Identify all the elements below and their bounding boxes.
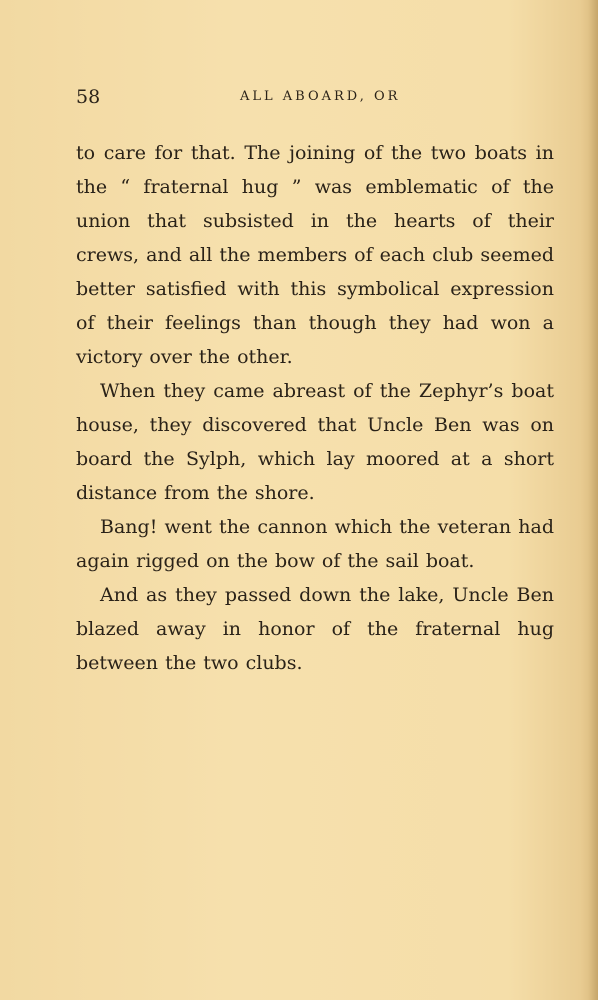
paragraph-1: to care for that. The joining of the two boats in the “ fraternal hug ” was emblematic of the union that subsisted in the hearts of their crews, and all the members of each club seemed better satisfied with this symbolical expression of their feelings than though they had won a victory over the other. bbox=[76, 142, 554, 368]
running-head: ALL ABOARD, OR bbox=[240, 89, 401, 104]
paragraph-3: Bang! went the cannon which the veteran had again rigged on the bow of the sail boat. bbox=[76, 516, 554, 572]
page-number: 58 bbox=[76, 86, 101, 108]
body-text bbox=[76, 136, 554, 680]
paragraph-2: When they came abreast of the Zephyr’s boat house, they discovered that Uncle Ben was on board the Sylph, which lay moored at a short distance from the shore. bbox=[76, 380, 554, 504]
page-header bbox=[76, 86, 554, 110]
page-edge-shadow bbox=[588, 0, 598, 1000]
paragraph-4: And as they passed down the lake, Uncle Ben blazed away in honor of the fraternal hug between the two clubs. bbox=[76, 584, 554, 674]
